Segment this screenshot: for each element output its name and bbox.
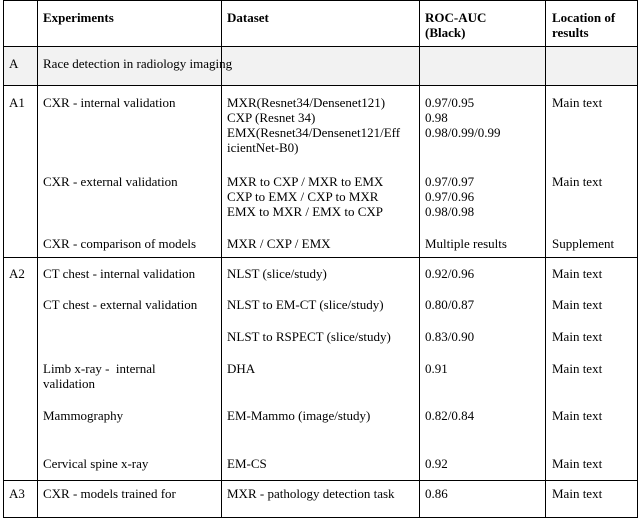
col-divider-1 (37, 0, 38, 518)
a1-row3-location: Supplement (552, 236, 615, 251)
a1-row2-dataset (227, 174, 383, 219)
a2-row2-experiment: CT chest - external validation (43, 297, 198, 312)
table-border-right (637, 0, 638, 518)
dataset-line: CXP (Resnet 34) (227, 110, 316, 125)
a2-row5-auc: 0.82/0.84 (425, 408, 475, 423)
dataset-line: EMX to MXR / EMX to CXP (227, 204, 384, 219)
dataset-line: CXP to EMX / CXP to MXR (227, 189, 379, 204)
a1-row1-auc (425, 95, 500, 140)
a2-row3-dataset: NLST to RSPECT (slice/study) (227, 329, 391, 344)
header-roc-auc (425, 10, 486, 40)
a1-row1-experiment: CXR - internal validation (43, 95, 176, 110)
a2-row3-auc: 0.83/0.90 (425, 329, 475, 344)
a1-row1-dataset (227, 95, 400, 155)
a1-row1-location: Main text (552, 95, 603, 110)
a2-row2-location: Main text (552, 297, 603, 312)
auc-line: 0.97/0.96 (425, 189, 475, 204)
header-experiments: Experiments (43, 10, 114, 25)
a2-row2-auc: 0.80/0.87 (425, 297, 475, 312)
auc-line: 0.98/0.99/0.99 (425, 125, 501, 140)
col-divider-2 (221, 0, 222, 518)
a2-id: A2 (9, 266, 25, 281)
a1-row3-auc: Multiple results (425, 236, 507, 251)
a2-row6-experiment: Cervical spine x-ray (43, 456, 149, 471)
a3-row1-auc: 0.86 (425, 486, 448, 501)
a2-row4-experiment (43, 361, 156, 391)
a2-row4-location: Main text (552, 361, 603, 376)
a3-row1-experiment: CXR - models trained for (43, 486, 176, 501)
dataset-line: icientNet-B0) (227, 140, 299, 155)
a2-row5-dataset: EM-Mammo (image/study) (227, 408, 371, 423)
a2-row1-experiment: CT chest - internal validation (43, 266, 196, 281)
a1-row2-experiment: CXR - external validation (43, 174, 178, 189)
experiment-line: Limb x-ray - internal (43, 361, 156, 376)
a2-row5-experiment: Mammography (43, 408, 124, 423)
auc-line: 0.98/0.98 (425, 204, 475, 219)
a3-id: A3 (9, 486, 25, 501)
auc-line: 0.98 (425, 110, 448, 125)
header-dataset: Dataset (227, 10, 269, 25)
a1-row3-dataset: MXR / CXP / EMX (227, 236, 331, 251)
a2-row2-dataset: NLST to EM-CT (slice/study) (227, 297, 384, 312)
header-location-line1: Location of (552, 10, 616, 25)
header-roc-auc-line1: ROC-AUC (425, 10, 487, 25)
header-roc-auc-line2: (Black) (425, 25, 466, 40)
header-location-line2: results (552, 25, 589, 40)
col-divider-3 (419, 0, 420, 518)
a3-row1-dataset: MXR - pathology detection task (227, 486, 395, 501)
table-border-top (3, 0, 638, 1)
section-a-divider (3, 85, 638, 86)
dataset-line: MXR to CXP / MXR to EMX (227, 174, 384, 189)
section-a-title: Race detection in radiology imaging (43, 56, 233, 71)
a1-divider (3, 257, 638, 258)
a2-row3-location: Main text (552, 329, 603, 344)
a2-row6-dataset: EM-CS (227, 456, 267, 471)
auc-line: 0.97/0.95 (425, 95, 475, 110)
dataset-line: EMX(Resnet34/Densenet121/Eff (227, 125, 401, 140)
a3-row1-location: Main text (552, 486, 603, 501)
a2-divider (3, 480, 638, 481)
a1-row3-experiment: CXR - comparison of models (43, 236, 197, 251)
a2-row6-auc: 0.92 (425, 456, 448, 471)
a2-row1-location: Main text (552, 266, 603, 281)
experiment-line: validation (43, 376, 95, 391)
a2-row4-dataset: DHA (227, 361, 256, 376)
a1-row2-auc (425, 174, 474, 219)
section-a-id: A (9, 56, 19, 71)
table-border-left (3, 0, 4, 518)
col-divider-4 (545, 0, 546, 518)
a2-row1-auc: 0.92/0.96 (425, 266, 475, 281)
header-divider (3, 46, 638, 47)
a2-row6-location: Main text (552, 456, 603, 471)
results-table (3, 0, 638, 518)
header-location (552, 10, 615, 40)
a1-row2-location: Main text (552, 174, 603, 189)
dataset-line: MXR(Resnet34/Densenet121) (227, 95, 386, 110)
auc-line: 0.97/0.97 (425, 174, 475, 189)
a2-row5-location: Main text (552, 408, 603, 423)
a1-id: A1 (9, 95, 25, 110)
a2-row4-auc: 0.91 (425, 361, 448, 376)
a2-row1-dataset: NLST (slice/study) (227, 266, 327, 281)
